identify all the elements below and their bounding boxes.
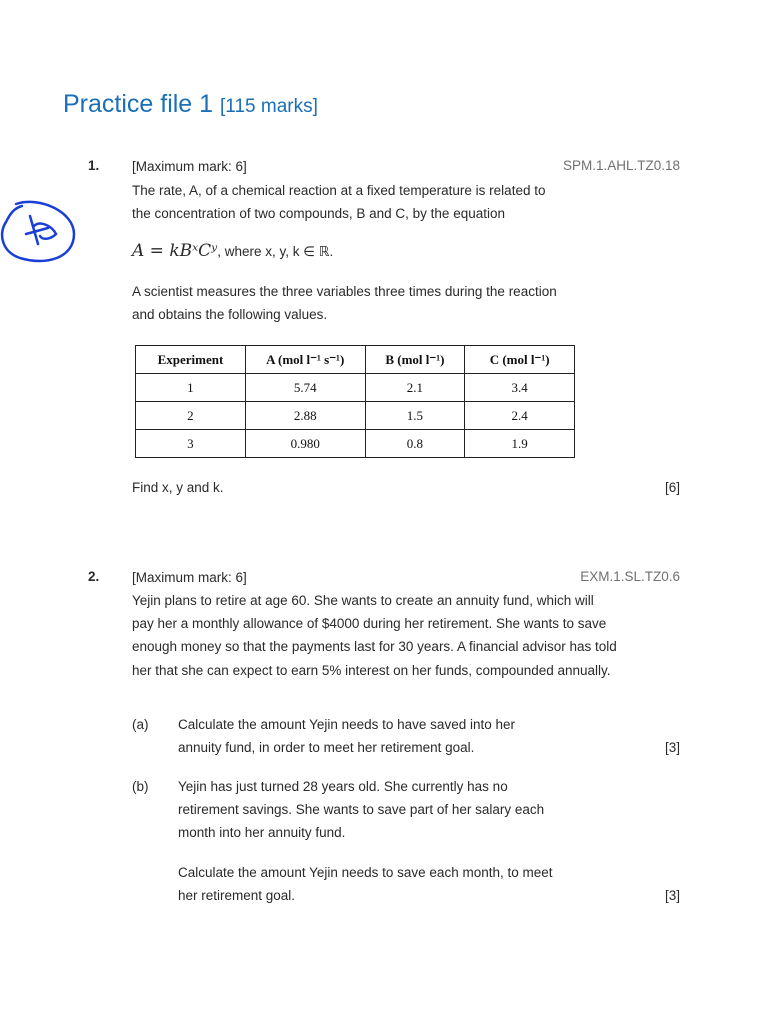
table-cell: 1.9 [465, 430, 575, 458]
table-row [136, 430, 575, 458]
part-a-line: annuity fund, in order to meet her retirement goal. [178, 740, 475, 755]
page-title-text: Practice file 1 [63, 90, 214, 118]
question-1-line-4: and obtains the following values. [132, 307, 328, 322]
part-b-marks: [3] [664, 888, 680, 903]
table-cell: 1 [136, 374, 246, 402]
table-header-cell: B (mol l⁻¹) [365, 346, 465, 374]
total-marks: [115 marks] [220, 96, 318, 117]
question-1-max-mark: [Maximum mark: 6] [132, 159, 247, 174]
table-cell: 5.74 [245, 374, 365, 402]
question-2-max-mark: [Maximum mark: 6] [132, 570, 247, 585]
equation-formula: A = kBˣCʸ [132, 241, 218, 261]
table-header-cell: Experiment [136, 346, 246, 374]
table-header-cell: A (mol l⁻¹ s⁻¹) [245, 346, 365, 374]
question-1-find-marks: [6] [664, 480, 680, 495]
table-row [136, 402, 575, 430]
question-2-number: 2. [88, 569, 100, 584]
question-2-line: pay her a monthly allowance of $4000 during her retirement. She wants to save [132, 616, 607, 631]
part-b-line: month into her annuity fund. [178, 825, 346, 840]
table-cell: 0.980 [245, 430, 365, 458]
part-a-label: (a) [132, 717, 149, 732]
page-title [63, 90, 318, 119]
part-b-line: her retirement goal. [178, 888, 296, 903]
part-b-label: (b) [132, 779, 149, 794]
part-a-line: Calculate the amount Yejin needs to have saved into her [178, 717, 515, 732]
table-cell: 1.5 [365, 402, 465, 430]
table-cell: 2 [136, 402, 246, 430]
part-b-line: retirement savings. She wants to save part of her salary each [178, 802, 545, 817]
question-1-code: SPM.1.AHL.TZ0.18 [562, 158, 680, 173]
table-cell: 2.88 [245, 402, 365, 430]
question-2-code: EXM.1.SL.TZ0.6 [580, 569, 680, 584]
part-b-line: Calculate the amount Yejin needs to save each month, to meet [178, 865, 553, 880]
question-1-line-3: A scientist measures the three variables three times during the reaction [132, 284, 557, 299]
handwritten-circled-a-icon [0, 196, 78, 268]
table-cell: 2.4 [465, 402, 575, 430]
table-row [136, 374, 575, 402]
question-1-line-1: The rate, A, of a chemical reaction at a fixed temperature is related to [132, 183, 546, 198]
question-1-find: Find x, y and k. [132, 480, 224, 495]
data-table [135, 345, 575, 458]
part-a-marks: [3] [664, 740, 680, 755]
table-cell: 0.8 [365, 430, 465, 458]
question-2-line: her that she can expect to earn 5% interest on her funds, compounded annually. [132, 663, 611, 678]
part-b-line: Yejin has just turned 28 years old. She currently has no [178, 779, 508, 794]
question-1-equation [132, 240, 333, 263]
table-cell: 2.1 [365, 374, 465, 402]
question-2-line: enough money so that the payments last for 30 years. A financial advisor has told [132, 639, 617, 654]
table-cell: 3 [136, 430, 246, 458]
table-header-row [136, 346, 575, 374]
table-cell: 3.4 [465, 374, 575, 402]
equation-condition: , where x, y, k ∈ ℝ. [217, 244, 334, 259]
question-1-line-2: the concentration of two compounds, B and C, by the equation [132, 206, 505, 221]
question-1-number: 1. [88, 158, 100, 173]
question-2-line: Yejin plans to retire at age 60. She wants to create an annuity fund, which will [132, 593, 594, 608]
table-header-cell: C (mol l⁻¹) [465, 346, 575, 374]
